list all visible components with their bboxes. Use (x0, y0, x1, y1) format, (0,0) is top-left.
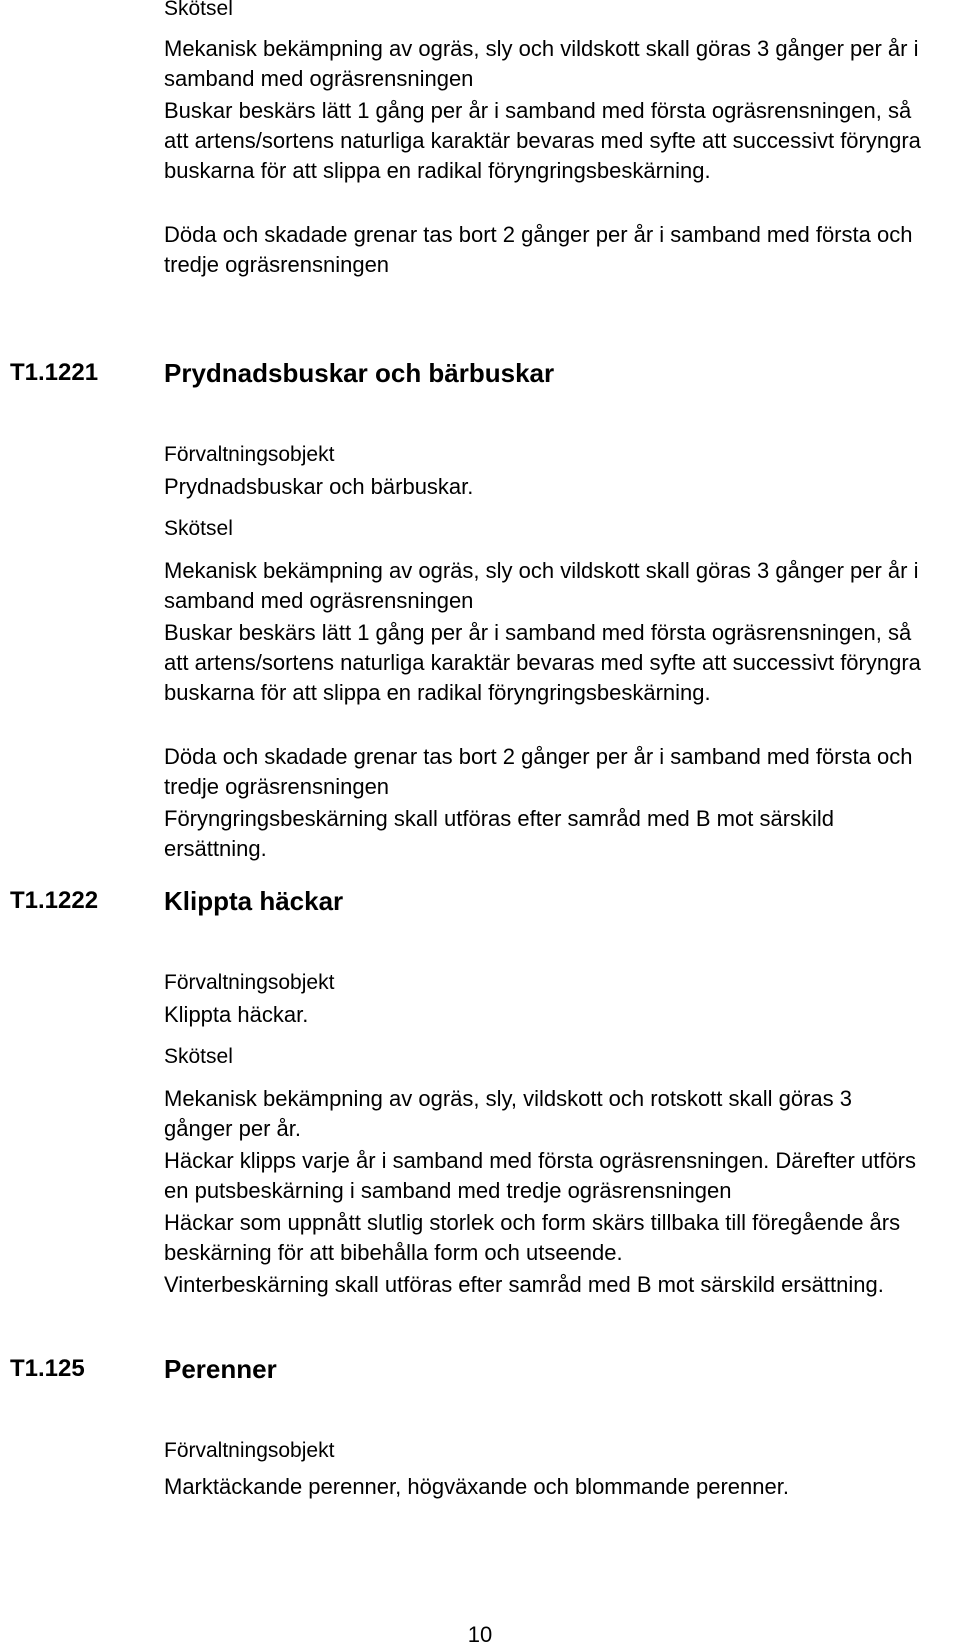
paragraph: Buskar beskärs lätt 1 gång per år i samband med första ogräsrensningen, så att artens/sortens naturliga karaktär bevaras med syfte att successivt föryngra buskarna för att slippa en radikal föryngringsbeskärning. (164, 98, 921, 183)
paragraph: Döda och skadade grenar tas bort 2 gånger per år i samband med första och tredje ogräsrensningen (164, 744, 913, 799)
skotsel-label: Skötsel (164, 0, 233, 20)
forvaltningsobjekt-text: Klippta häckar. (164, 1002, 309, 1027)
forvaltningsobjekt-text: Marktäckande perenner, högväxande och blommande perenner. (164, 1474, 789, 1499)
paragraph: Buskar beskärs lätt 1 gång per år i samband med första ogräsrensningen, så att artens/sortens naturliga karaktär bevaras med syfte att successivt föryngra buskarna för att slippa en radikal föryngringsbeskärning. (164, 620, 921, 705)
skotsel-label: Skötsel (164, 1045, 233, 1068)
section-code: T1.125 (10, 1355, 85, 1382)
forvaltningsobjekt-label: Förvaltningsobjekt (164, 971, 335, 994)
forvaltningsobjekt-text: Prydnadsbuskar och bärbuskar. (164, 474, 474, 499)
page-number: 10 (467, 1622, 493, 1647)
forvaltningsobjekt-label: Förvaltningsobjekt (164, 1439, 335, 1462)
section-code: T1.1221 (10, 359, 99, 386)
paragraph: Häckar klipps varje år i samband med första ogräsrensningen. Därefter utförs en putsbeskärning i samband med tredje ogräsrensningen (164, 1148, 917, 1203)
section-code: T1.1222 (10, 887, 99, 914)
section-title: Klippta häckar (164, 886, 344, 916)
paragraph: Föryngringsbeskärning skall utföras efter samråd med B mot särskild ersättning. (164, 806, 835, 861)
paragraph: Mekanisk bekämpning av ogräs, sly och vildskott skall göras 3 gånger per år i samband med ogräsrensningen (164, 36, 919, 91)
skotsel-label: Skötsel (164, 517, 233, 540)
paragraph: Döda och skadade grenar tas bort 2 gånger per år i samband med första och tredje ogräsrensningen (164, 222, 913, 277)
paragraph: Mekanisk bekämpning av ogräs, sly och vildskott skall göras 3 gånger per år i samband med ogräsrensningen (164, 558, 919, 613)
section-title: Prydnadsbuskar och bärbuskar (164, 358, 555, 388)
paragraph: Vinterbeskärning skall utföras efter samråd med B mot särskild ersättning. (164, 1272, 884, 1297)
section-title: Perenner (164, 1354, 277, 1384)
paragraph: Mekanisk bekämpning av ogräs, sly, vildskott och rotskott skall göras 3 gånger per år. (164, 1086, 853, 1141)
forvaltningsobjekt-label: Förvaltningsobjekt (164, 443, 335, 466)
paragraph: Häckar som uppnått slutlig storlek och form skärs tillbaka till föregående års beskärning för att bibehålla form och utseende. (164, 1210, 901, 1265)
